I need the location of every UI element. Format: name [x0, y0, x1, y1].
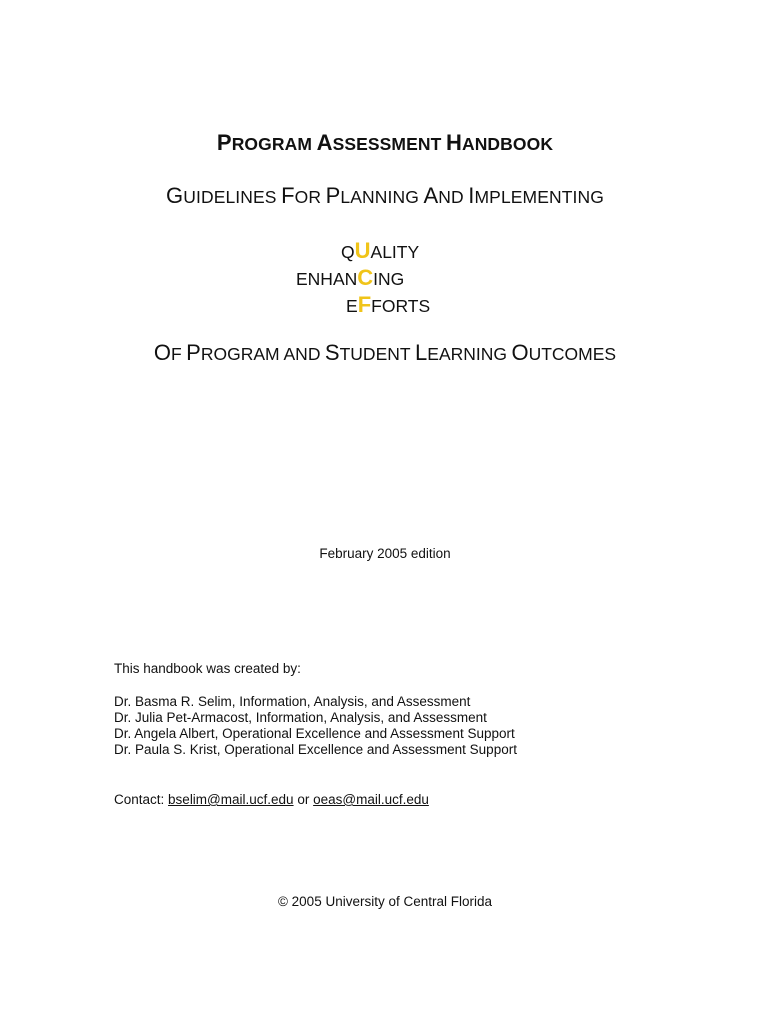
acronym-quality: QUALITY — [341, 238, 420, 263]
author-line: Dr. Julia Pet-Armacost, Information, Analysis, and Assessment — [114, 710, 487, 725]
author-line: Dr. Basma R. Selim, Information, Analysis, and Assessment — [114, 694, 471, 709]
author-line: Dr. Paula S. Krist, Operational Excellence and Assessment Support — [114, 742, 517, 757]
acronym-efforts: EFFORTS — [346, 292, 431, 317]
email-link-bselim[interactable]: bselim@mail.ucf.edu — [168, 792, 294, 807]
edition-text: February 2005 edition — [319, 546, 451, 561]
document-subtitle: GUIDELINES FOR PLANNING AND IMPLEMENTING — [166, 183, 604, 208]
created-by-label: This handbook was created by: — [114, 661, 301, 676]
contact-label: Contact: — [114, 792, 165, 807]
contact-line — [114, 792, 429, 807]
document-subtitle-2: OF PROGRAM AND STUDENT LEARNING OUTCOMES — [153, 340, 617, 365]
acronym-enhancing: ENHANCING — [296, 265, 405, 290]
copyright-text: © 2005 University of Central Florida — [277, 894, 493, 909]
document-title: PROGRAM ASSESSMENT HANDBOOK — [216, 130, 554, 155]
email-link-oeas[interactable]: oeas@mail.ucf.edu — [313, 792, 429, 807]
contact-separator: or — [297, 792, 310, 807]
author-line: Dr. Angela Albert, Operational Excellence and Assessment Support — [114, 726, 515, 741]
